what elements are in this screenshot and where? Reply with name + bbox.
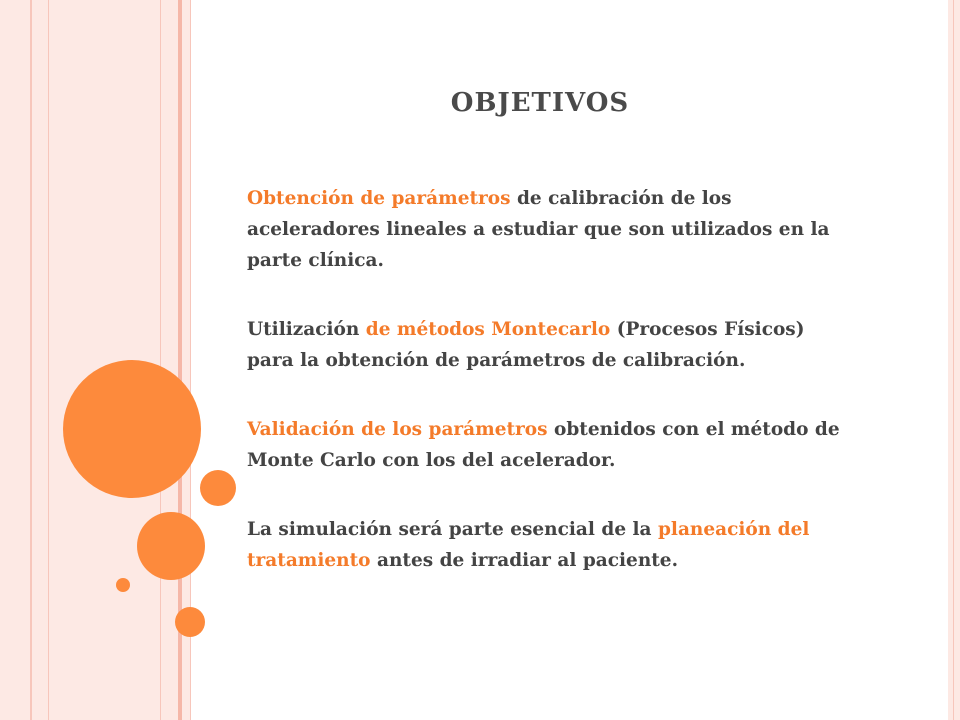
decorative-circle-small bbox=[116, 578, 130, 592]
highlight-text: planeación del tratamiento bbox=[247, 519, 810, 571]
highlight-text: Validación de los parámetros bbox=[247, 419, 548, 440]
body-text: (Procesos Físicos) para la obtención de parámetros de calibración. bbox=[247, 319, 805, 371]
objectives-list bbox=[247, 183, 857, 614]
body-text: obtenidos con el método de Monte Carlo con los del acelerador. bbox=[247, 419, 840, 471]
highlight-text: de métodos Montecarlo bbox=[365, 319, 611, 340]
body-text: La simulación será parte esencial de la bbox=[247, 519, 658, 540]
body-text: Utilización bbox=[247, 319, 366, 340]
decorative-line bbox=[48, 0, 49, 720]
decorative-right-band bbox=[948, 0, 960, 720]
decorative-circle bbox=[175, 607, 205, 637]
slide-title: OBJETIVOS bbox=[450, 88, 630, 118]
objective-paragraph bbox=[247, 314, 857, 376]
decorative-circle-large bbox=[63, 360, 201, 498]
decorative-line bbox=[160, 0, 161, 720]
decorative-circle bbox=[137, 512, 205, 580]
decorative-stripe-band bbox=[0, 0, 190, 720]
decorative-line bbox=[953, 0, 954, 720]
body-text: antes de irradiar al paciente. bbox=[370, 550, 679, 571]
highlight-text: Obtención de parámetros bbox=[247, 188, 511, 209]
objective-paragraph bbox=[247, 183, 857, 276]
decorative-line bbox=[30, 0, 32, 720]
objective-paragraph bbox=[247, 514, 857, 576]
body-text: de calibración de los aceleradores lineales a estudiar que son utilizados en la parte clínica. bbox=[247, 188, 830, 271]
decorative-circle bbox=[200, 470, 236, 506]
objective-paragraph bbox=[247, 414, 857, 476]
